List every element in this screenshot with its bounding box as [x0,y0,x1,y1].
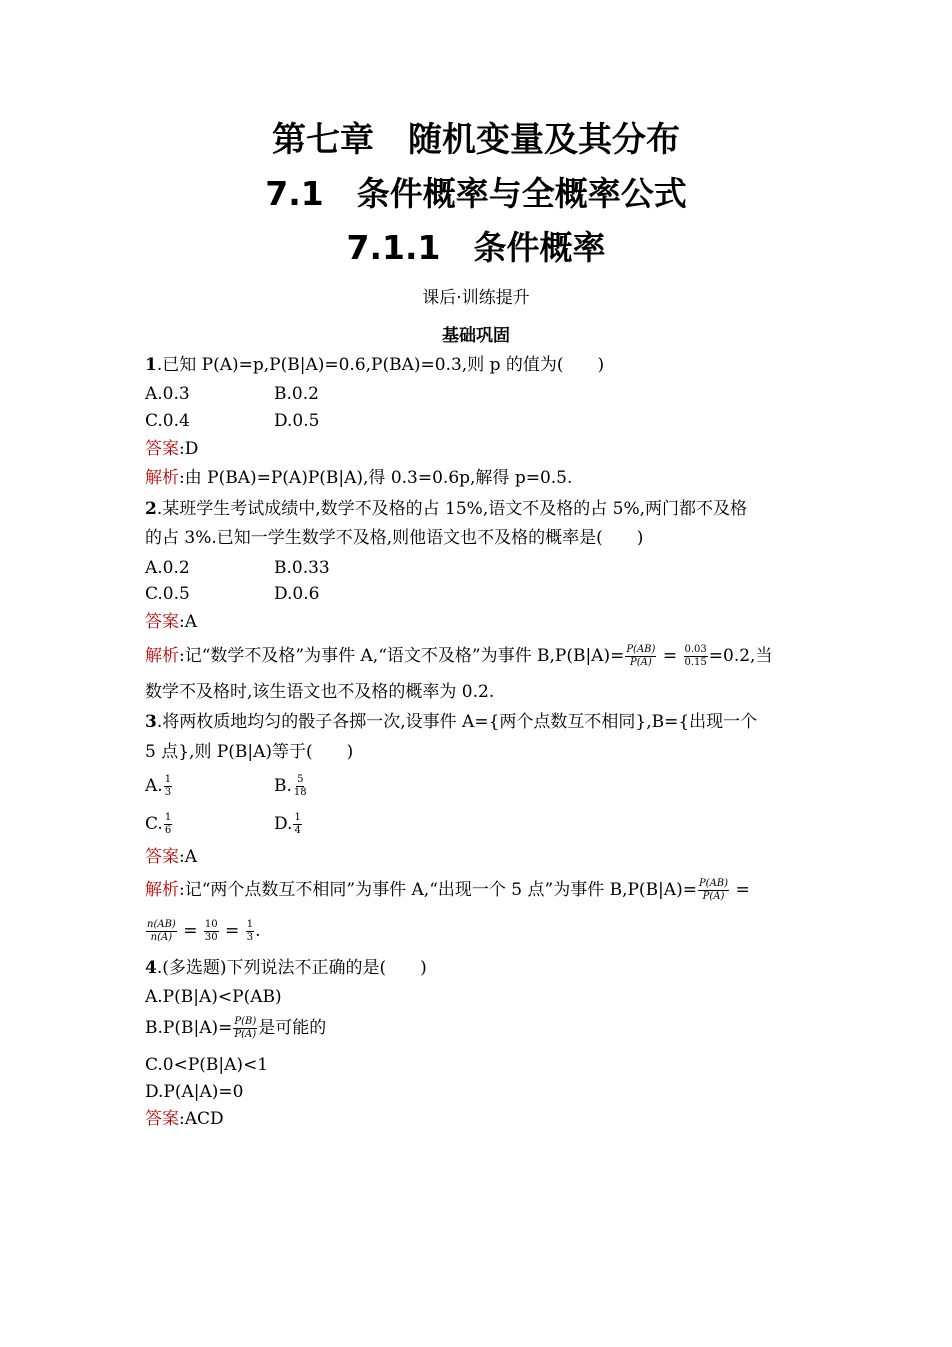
q4-option-b: B.P(B|A)= $\frac{P(B)}{P(A)}$ 是可能的 [145,1016,327,1040]
q3-option-b: B. $\frac{5}{18}$ [274,774,307,798]
fraction-n-ab-over-n-a: $\frac{n(AB)}{n(A)}$ [147,919,176,943]
fraction-1-6: $\frac{1}{6}$ [164,812,172,836]
fraction-p-ab-over-p-a: $\frac{P(AB)}{P(A)}$ [698,878,729,902]
fraction-003-over-015: $\frac{0.03}{0.15}$ [684,644,707,668]
q1-option-c: C.0.4 [145,411,190,431]
q2-option-b: B.0.33 [274,558,330,578]
q2-option-c: C.0.5 [145,584,190,604]
q1-answer: 答案:D [145,439,199,459]
q3-answer: 答案:A [145,847,198,867]
q1-option-a: A.0.3 [145,384,190,404]
chapter-title: 第七章 随机变量及其分布 [272,120,680,160]
q2-option-a: A.0.2 [145,558,190,578]
q4-option-a: A.P(B|A)<P(AB) [145,987,282,1007]
q2-analysis-line1: 解析:记“数学不及格”为事件 A,“语文不及格”为事件 B,P(B|A)= $\frac{P(AB)}{P(A)}$ = $\frac{0.03}{0.15}$ =0.2,当 [145,644,773,668]
q3-analysis-line2: $\frac{n(AB)}{n(A)}$ = $\frac{10}{30}$ = $\frac{1}{3}$ . [147,919,261,943]
fraction-5-18: $\frac{5}{18}$ [293,774,307,798]
question-3-stem-line1: 3.将两枚质地均匀的骰子各掷一次,设事件 A={两个点数互不相同},B={出现一个 [145,712,758,732]
fraction-p-b-over-p-a: $\frac{P(B)}{P(A)}$ [234,1016,257,1040]
fraction-1-3: $\frac{1}{3}$ [246,919,254,943]
fraction-1-3: $\frac{1}{3}$ [164,774,172,798]
q3-option-c: C. $\frac{1}{6}$ [145,812,172,836]
fraction-10-30: $\frac{10}{30}$ [204,919,218,943]
q1-option-d: D.0.5 [274,411,320,431]
subsection-title: 7.1.1 条件概率 [346,228,606,267]
question-2-stem-line2: 的占 3%.已知一学生数学不及格,则他语文也不及格的概率是( ) [145,528,644,548]
question-3-stem-line2: 5 点},则 P(B|A)等于( ) [145,742,354,762]
q2-analysis-line2: 数学不及格时,该生语文也不及格的概率为 0.2. [145,682,495,702]
q4-answer: 答案:ACD [145,1109,224,1129]
fraction-p-ab-over-p-a: $\frac{P(AB)}{P(A)}$ [626,644,656,668]
fraction-1-4: $\frac{1}{4}$ [294,812,301,836]
practice-heading: 课后·训练提升 [422,288,530,308]
q4-option-d: D.P(A|A)=0 [145,1082,244,1102]
q1-analysis: 解析:由 P(BA)=P(A)P(B|A),得 0.3=0.6p,解得 p=0.5. [145,468,573,488]
question-1-stem: 1.已知 P(A)=p,P(B|A)=0.6,P(BA)=0.3,则 p 的值为( ) [145,355,605,375]
q3-option-a: A. $\frac{1}{3}$ [145,774,172,798]
level-heading: 基础巩固 [442,326,510,346]
question-2-stem-line1: 2.某班学生考试成绩中,数学不及格的占 15%,语文不及格的占 5%,两门都不及格 [145,499,748,519]
q2-option-d: D.0.6 [274,584,320,604]
q2-answer: 答案:A [145,612,198,632]
q3-analysis-line1: 解析:记“两个点数互不相同”为事件 A,“出现一个 5 点”为事件 B,P(B|A)= $\frac{P(AB)}{P(A)}$ = [145,878,750,902]
question-4-stem: 4.(多选题)下列说法不正确的是( ) [145,958,427,978]
q3-option-d: D. $\frac{1}{4}$ [274,812,301,836]
q1-option-b: B.0.2 [274,384,319,404]
section-title: 7.1 条件概率与全概率公式 [265,174,687,213]
q4-option-c: C.0<P(B|A)<1 [145,1055,269,1075]
